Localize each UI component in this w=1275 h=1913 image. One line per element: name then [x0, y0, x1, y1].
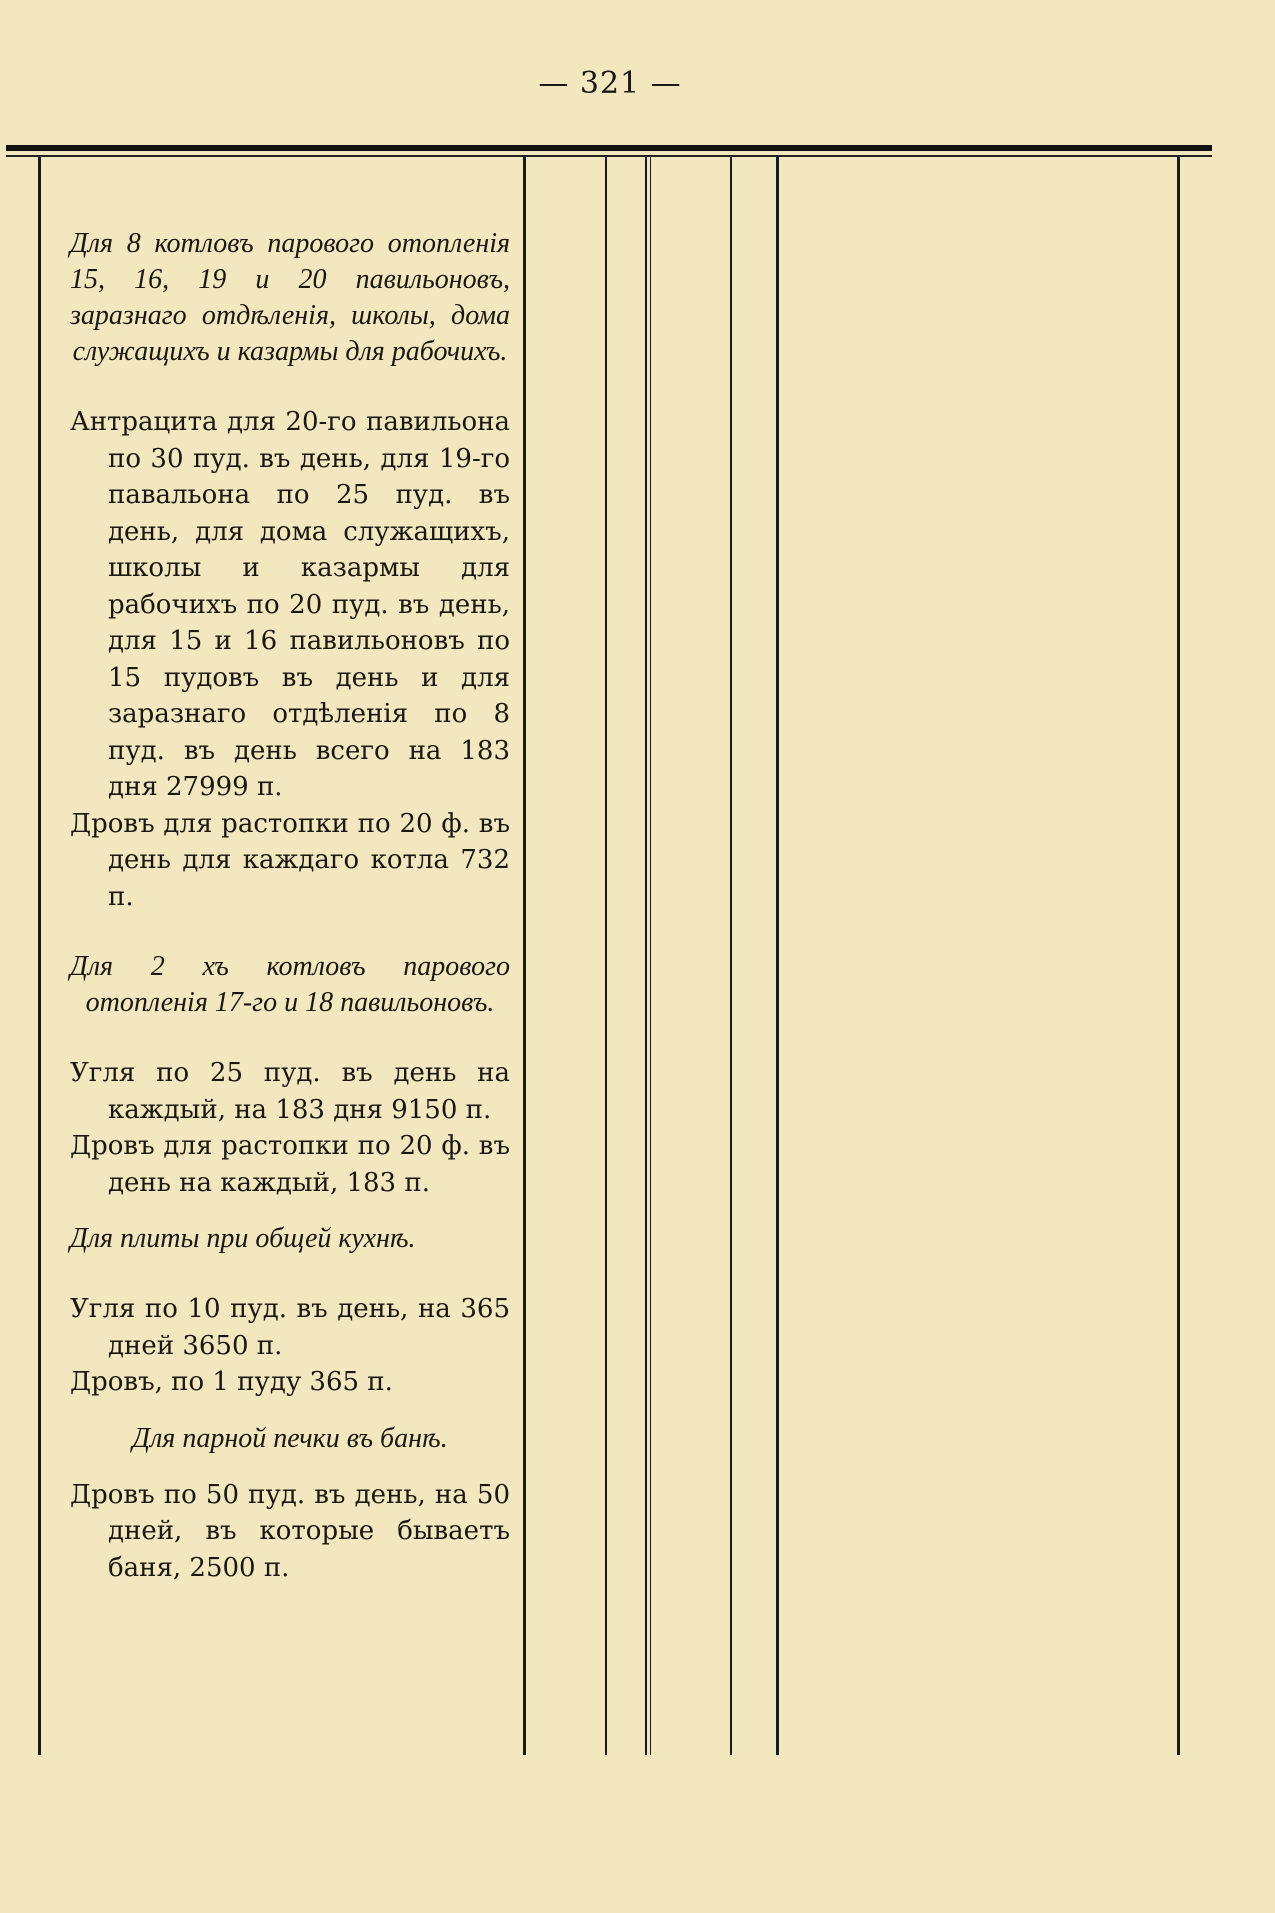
section-heading: Для плиты при общей кухнѣ.: [70, 1223, 416, 1254]
section: [70, 1421, 510, 1587]
section-heading: Для парной печки въ банѣ.: [132, 1422, 448, 1454]
column-divider: [776, 157, 779, 1755]
column-divider: [38, 157, 41, 1755]
section-paragraph: Дровъ для растопки по 20 ф. въ день на каждый, 183 п.: [70, 1131, 510, 1198]
section-paragraph: Дровъ, по 1 пуду 365 п.: [70, 1367, 393, 1397]
description-column: [70, 226, 510, 1586]
column-divider: [730, 157, 732, 1755]
section-paragraph: Угля по 10 пуд. въ день, на 365 дней 3650 п.: [70, 1294, 510, 1361]
section-paragraph: Угля по 25 пуд. въ день на каждый, на 183 дня 9150 п.: [70, 1058, 510, 1125]
section: [70, 226, 510, 915]
section: [70, 949, 510, 1201]
column-divider: [645, 157, 647, 1755]
page-number: — 321 —: [538, 66, 682, 101]
section-paragraph: Дровъ для растопки по 20 ф. въ день для каждаго котла 732 п.: [70, 808, 510, 912]
table-top-rule-thin: [6, 155, 1212, 157]
section: [70, 1221, 510, 1401]
column-divider: [523, 157, 526, 1755]
section-paragraph: Дровъ по 50 пуд. въ день, на 50 дней, въ которые бываетъ баня, 2500 п.: [70, 1479, 510, 1583]
section-heading: Для 8 котловъ парового отопленія 15, 16, 19 и 20 павильоновъ, заразнаго отдѣленія, школы, дома служащихъ и казармы для рабочихъ.: [70, 228, 510, 367]
table-top-rule: [6, 145, 1212, 151]
column-divider: [650, 157, 651, 1755]
section-paragraph: Антрацита для 20-го павильона по 30 пуд. въ день, для 19-го павальона по 25 пуд. въ день, для дома служащихъ, школы и казармы для рабочихъ по 20 пуд. въ день, для 15 и 16 павильоновъ по 15 пудовъ въ день и для заразнаго отдѣленія по 8 пуд. въ день всего на 183 дня 27999 п.: [70, 407, 510, 802]
column-divider: [605, 157, 607, 1755]
section-heading: Для 2 хъ котловъ парового отопленія 17-го и 18 павильоновъ.: [70, 951, 510, 1018]
column-divider: [1177, 157, 1180, 1755]
